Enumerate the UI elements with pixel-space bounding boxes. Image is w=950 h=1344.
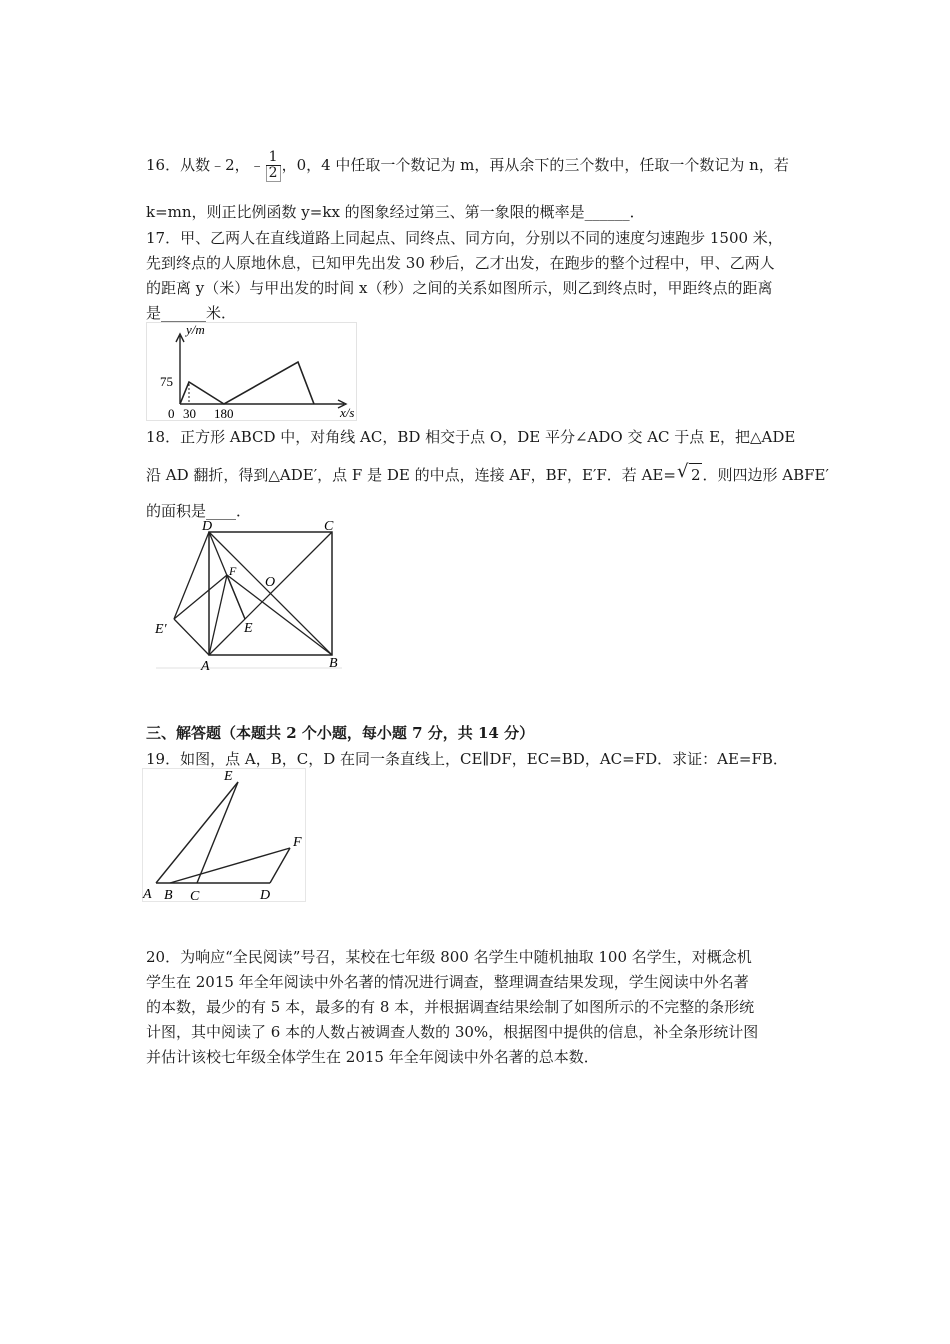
q16-text-b: ，0，4 中任取一个数记为 m，再从余下的三个数中，任取一个数记为 n，若 [281,156,789,174]
segment-ce [197,782,238,883]
q18-text-b: ．则四边形 ABFE′ [702,466,829,484]
q20-line3: 的本数，最少的有 5 本，最多的有 8 本，并根据调查结果绘制了如图所示的不完整的条形统 [146,998,755,1016]
q16-line2: k=mn，则正比例函数 y=kx 的图象经过第三、第一象限的概率是______． [146,203,645,221]
label-f: F [229,564,237,578]
label-f: F [293,835,302,850]
segment-de-prime [174,532,209,619]
x-axis-label: x/s [340,405,355,420]
q17-graph [146,322,360,422]
distance-curve [180,362,314,404]
label-d: D [202,520,213,534]
label-b: B [164,888,173,903]
q17-line4: 是______米． [146,304,237,322]
q18-text-a: 沿 AD 翻折，得到△ADE′，点 F 是 DE 的中点，连接 AF，BF，E′F．若 AE= [146,466,676,484]
fraction-one-half [266,150,281,182]
segment-ae [156,782,238,883]
label-e: E [244,621,253,636]
q17-line1: 17．甲、乙两人在直线道路上同起点、同终点、同方向，分别以不同的速度匀速跑步 1500 米， [146,229,783,247]
q18-line2 [146,463,829,486]
q18-line1: 18．正方形 ABCD 中，对角线 AC，BD 相交于点 O，DE 平分∠ADO 交 AC 于点 E，把△ADE [146,428,796,446]
label-c: C [190,889,200,904]
label-a: A [143,887,152,902]
q19-figure [142,768,308,904]
fraction-denominator: 2 [266,166,281,182]
label-d: D [260,888,271,903]
label-o: O [265,575,276,590]
segment-ae-prime [174,619,209,655]
fraction-numerator: 1 [266,150,281,166]
q20-line2: 学生在 2015 年全年阅读中外名著的情况进行调查，整理调查结果发现，学生阅读中外名著 [146,973,749,991]
x-tick-180: 180 [214,406,234,421]
y-tick-75: 75 [160,374,173,389]
q20-line1: 20．为响应“全民阅读”号召，某校在七年级 800 名学生中随机抽取 100 名学生，对概念机 [146,948,752,966]
label-a: A [201,659,210,672]
q18-square-figure [152,520,344,672]
label-e: E [224,769,233,784]
q20-line5: 并估计该校七年级全体学生在 2015 年全年阅读中外名著的总本数． [146,1048,599,1066]
q17-line3: 的距离 y（米）与甲出发的时间 x（秒）之间的关系如图所示，则乙到终点时，甲距终点的距离 [146,279,773,297]
label-c: C [324,520,334,534]
label-e-prime: E′ [155,622,167,637]
q16-text-a: 16．从数﹣2，﹣ [146,156,265,174]
segment-bf [170,848,290,883]
section-3-heading: 三、解答题（本题共 2 个小题，每小题 7 分，共 14 分） [146,724,535,742]
q17-line2: 先到终点的人原地休息，已知甲先出发 30 秒后，乙才出发，在跑步的整个过程中，甲、乙两人 [146,254,775,272]
x-tick-30: 30 [183,406,196,421]
q20-line4: 计图，其中阅读了 6 本的人数占被调查人数的 30%，根据图中提供的信息，补全条形统计图 [146,1023,759,1041]
q18-line3: 的面积是____． [146,502,252,520]
q16-line1 [146,150,789,182]
x-tick-0: 0 [168,406,175,421]
sqrt-two: √ 2 [689,463,703,486]
y-axis-label: y/m [186,322,205,337]
q19-line1: 19．如图，点 A，B，C，D 在同一条直线上，CE∥DF，EC=BD，AC=FD．求证：AE=FB． [146,750,788,768]
label-b: B [329,656,338,671]
